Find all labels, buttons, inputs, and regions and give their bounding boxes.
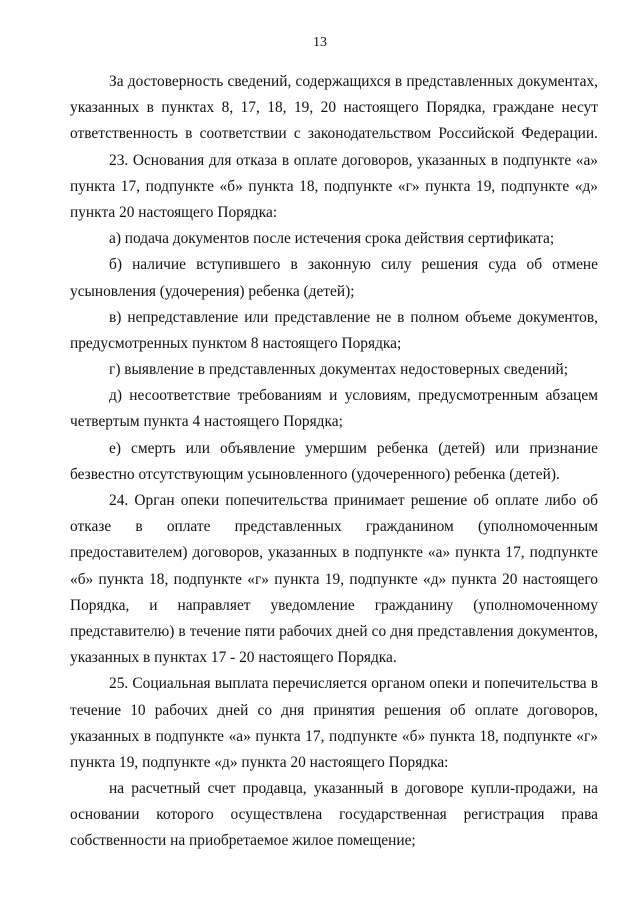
paragraph-reliability-responsibility: [70, 69, 598, 148]
text-line: а) подача документов после истечения срока действия сертификата;: [109, 230, 555, 248]
text-line: б) наличие вступившего в законную силу решения суда об отмене: [109, 256, 598, 274]
text-line: течение 10 рабочих дней со дня принятия решения об оплате договоров,: [70, 701, 598, 719]
text-line: Порядка, и направляет уведомление гражданину (уполномоченному: [70, 596, 598, 614]
paragraph-item-23: [70, 148, 598, 227]
subitem-e: [70, 436, 598, 488]
paragraph-item-24: [70, 488, 598, 671]
text-line: пункта 20 настоящего Порядка:: [70, 203, 278, 221]
text-line: пункта 19, подпункте «д» пункта 20 настоящего Порядка:: [70, 753, 449, 771]
text-line: основании которого осуществлена государственная регистрация права: [70, 806, 598, 824]
paragraph-item-25: [70, 671, 598, 776]
text-line: на расчетный счет продавца, указанный в договоре купли-продажи, на: [109, 780, 598, 798]
text-line: За достоверность сведений, содержащихся в представленных документах,: [109, 73, 598, 90]
text-line: пункта 17, подпункте «б» пункта 18, подпункте «г» пункта 19, подпункте «д»: [70, 177, 598, 195]
subitem-v: [70, 305, 598, 357]
subitem-b: [70, 252, 598, 304]
text-line: в) непредставление или представление не в полном объеме документов,: [109, 308, 598, 326]
text-line: предусмотренных пунктом 8 настоящего Порядка;: [70, 334, 402, 352]
text-line: безвестно отсутствующим усыновленного (удочеренного) ребенка (детей).: [70, 465, 560, 483]
text-line: 23. Основания для отказа в оплате договоров, указанных в подпункте «а»: [109, 151, 598, 169]
subitem-a: [70, 226, 598, 252]
text-line: г) выявление в представленных документах недостоверных сведений;: [109, 361, 569, 379]
text-line: 24. Орган опеки попечительства принимает решение об оплате либо об: [109, 492, 598, 510]
text-line: собственности на приобретаемое жилое помещение;: [70, 832, 416, 850]
text-line: усыновления (удочерения) ребенка (детей);: [70, 282, 355, 300]
text-line: д) несоответствие требованиям и условиям, предусмотренным абзацем: [109, 387, 598, 405]
text-line: четвертым пункта 4 настоящего Порядка;: [70, 413, 343, 431]
text-line: представителю) в течение пяти рабочих дней со дня представления документов,: [70, 622, 598, 640]
text-line: «б» пункта 18, подпункте «г» пункта 19, подпункте «д» пункта 20 настоящего: [70, 570, 598, 588]
subitem-g: [70, 357, 598, 383]
text-line: 25. Социальная выплата перечисляется органом опеки и попечительства в: [109, 675, 598, 693]
text-line: указанных в пунктах 8, 17, 18, 19, 20 настоящего Порядка, граждане несут: [70, 99, 598, 117]
text-line: е) смерть или объявление умершим ребенка (детей) или признание: [109, 439, 598, 457]
document-body: [70, 69, 598, 855]
text-line: ответственность в соответствии с законодательством Российской Федерации.: [70, 125, 598, 143]
text-line: предоставителем) договоров, указанных в подпункте «а» пункта 17, подпункте: [70, 544, 598, 562]
page-number: 13: [313, 35, 327, 50]
text-line: указанных в пунктах 17 - 20 настоящего Порядка.: [70, 649, 397, 667]
subitem-d: [70, 383, 598, 435]
paragraph-seller-account: [70, 776, 598, 855]
text-line: отказе в оплате представленных гражданином (уполномоченным: [70, 518, 598, 536]
text-line: указанных в подпункте «а» пункта 17, подпункте «б» пункта 18, подпункте «г»: [70, 727, 598, 745]
